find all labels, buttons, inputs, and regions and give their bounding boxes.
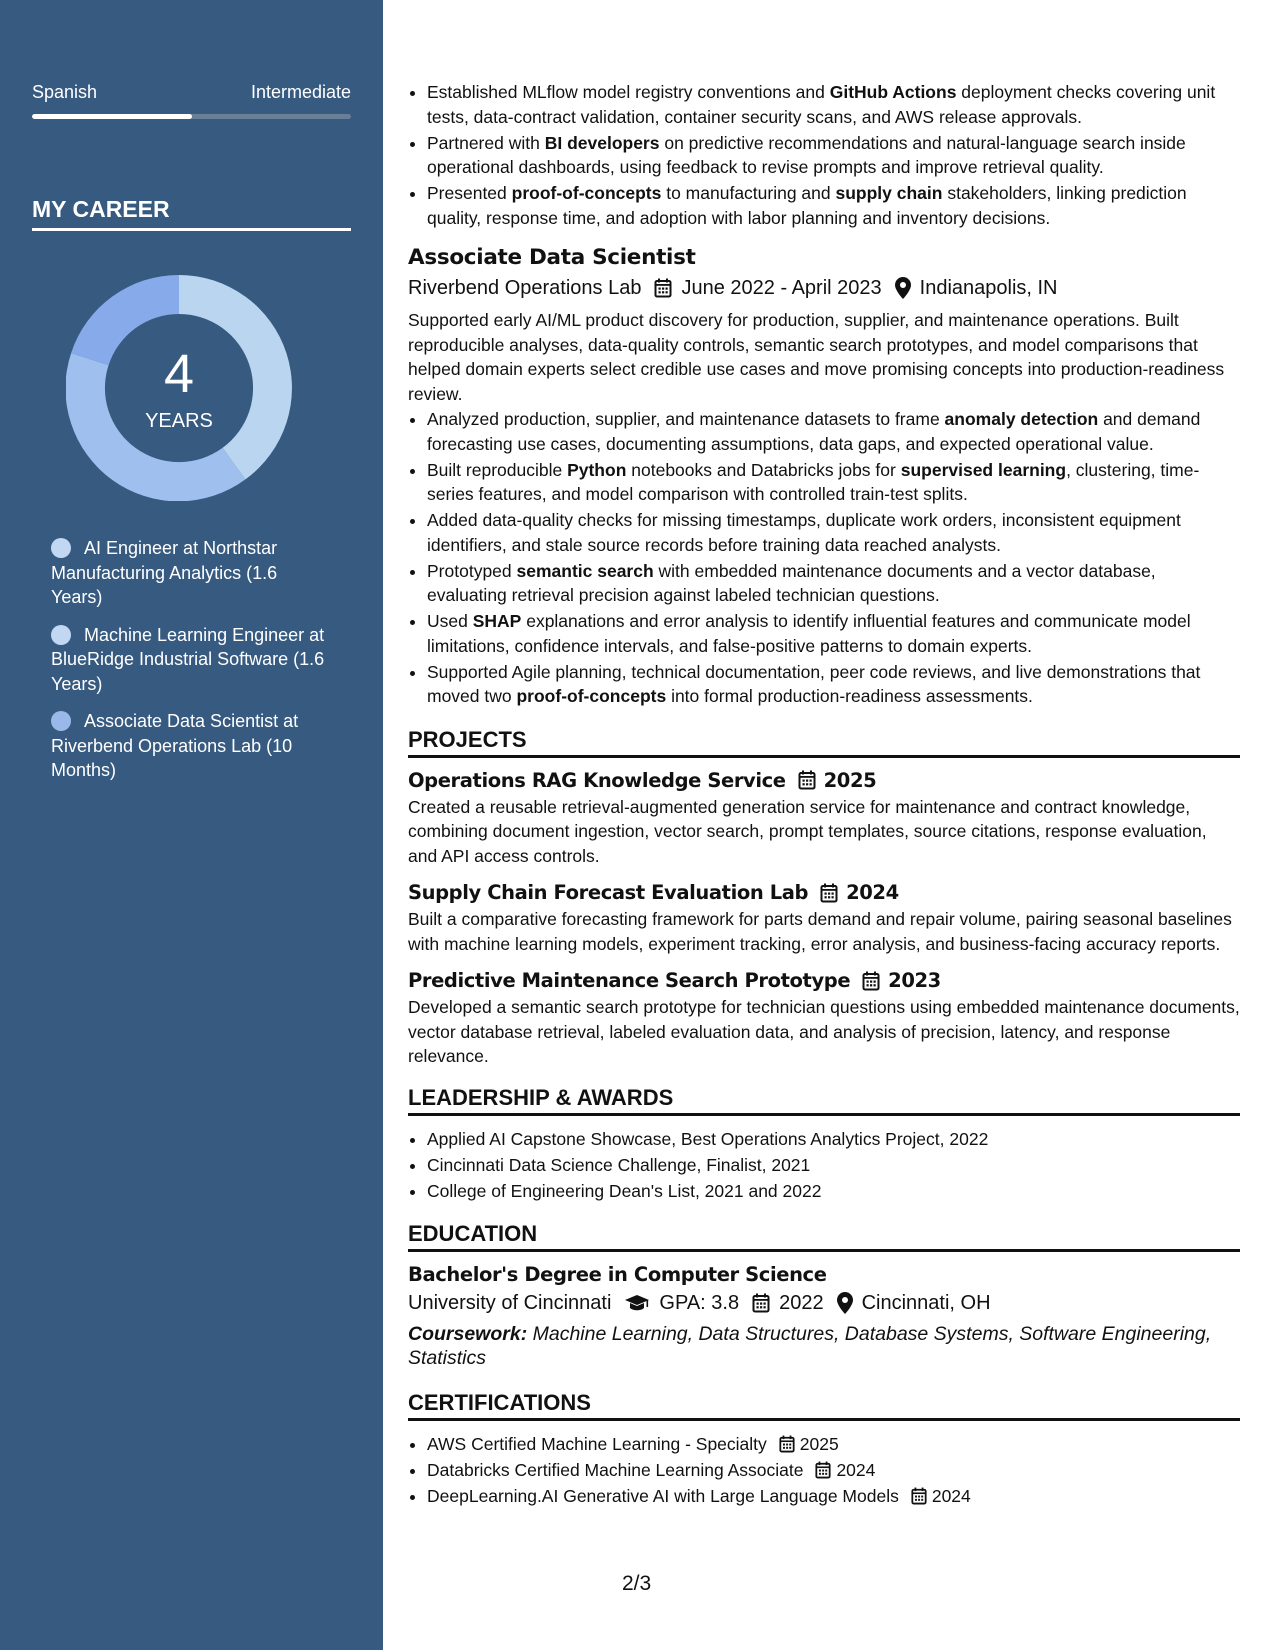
calendar-icon [911,1487,927,1505]
project-description: Created a reusable retrieval-augmented generation service for maintenance and contract knowledge, combining document ingestion, vector search, prompt templates, source citations, response evaluation, and API access controls. [408,796,1207,866]
project-title [408,881,1240,904]
project-year: 2023 [888,969,941,992]
bullet-item: • Presented proof-of-concepts to manufacturing and supply chain stakeholders, linking prediction quality, response time, and adoption with labor planning and inventory decisions. [427,181,1240,230]
bullet-item: • Partnered with BI developers on predictive recommendations and natural-language search inside operational dashboards, using feedback to revise prompts and improve retrieval quality. [427,131,1240,180]
job-title: Associate Data Scientist [408,245,696,270]
bullet-item: • Built reproducible Python notebooks and Databricks jobs for supervised learning, clustering, time-series features, and model comparison with controlled train-test splits. [427,458,1240,507]
leadership-list [408,1127,1240,1204]
certification-year: 2024 [931,1486,971,1506]
career-item [51,709,331,783]
certification-name: • DeepLearning.AI Generative AI with Large Language Models [427,1486,899,1506]
certification-name: • AWS Certified Machine Learning - Specialty [427,1434,767,1454]
project-name: Operations RAG Knowledge Service [408,768,786,792]
coursework-label: Coursework: [408,1323,528,1345]
language-name: Spanish [32,82,98,102]
career-item-text: AI Engineer at Northstar Manufacturing Analytics (1.6 Years) [51,538,278,607]
job-company: Riverbend Operations Lab [408,277,642,299]
language-progress-fill [32,114,192,119]
award-item: • College of Engineering Dean's List, 2021 and 2022 [427,1179,1240,1204]
career-dot-icon [51,711,71,731]
graduation-cap-icon [624,1294,650,1312]
location-pin-icon [895,277,911,299]
job-meta [408,273,1240,303]
certifications-section-title: CERTIFICATIONS [408,1390,1240,1421]
calendar-icon [862,971,880,991]
gpa: GPA: 3.8 [659,1292,740,1314]
school-name: University of Cincinnati [408,1292,612,1314]
projects-section-title: PROJECTS [408,727,1240,758]
degree-title: Bachelor's Degree in Computer Science [408,1263,827,1286]
career-item [51,623,331,697]
project-year: 2025 [823,768,877,792]
career-section-title: MY CAREER [32,196,351,231]
job-dates: June 2022 - April 2023 [681,277,882,299]
coursework-list: Machine Learning, Data Structures, Database Systems, Software Engineering, Statistics [408,1323,1212,1369]
certification-item [427,1458,1240,1483]
project-name: Supply Chain Forecast Evaluation Lab [408,881,809,904]
career-item [51,536,331,610]
job-bullets [408,407,1240,709]
job-summary: Supported early AI/ML product discovery for production, supplier, and maintenance operations. Built reproducible analyses, data-quality controls, semantic search prototypes, and model comparisons that helped domain experts select credible use cases and move promising concepts into production-readiness review. [408,310,1225,404]
project-name: Predictive Maintenance Search Prototype [408,969,851,992]
years-unit: YEARS [145,410,213,432]
previous-job-bullets [408,80,1240,230]
career-item-text: Machine Learning Engineer at BlueRidge Industrial Software (1.6 Years) [51,624,325,694]
calendar-icon [798,770,816,790]
main-content [408,80,1240,1510]
years-number: 4 [163,344,195,404]
career-years-donut [66,275,292,501]
bullet-item: • Supported Agile planning, technical documentation, peer code reviews, and live demonstrations that moved two proof-of-concepts into formal production-readiness assessments. [427,660,1240,709]
bullet-item: • Established MLflow model registry conventions and GitHub Actions deployment checks covering unit tests, data-contract validation, container security scans, and AWS release approvals. [427,80,1240,129]
coursework [408,1322,1240,1370]
career-item-text: Associate Data Scientist at Riverbend Operations Lab (10 Months) [51,711,299,780]
job-location: Indianapolis, IN [919,277,1058,299]
project-title [408,969,1240,992]
certification-item [427,1432,1240,1457]
project-description: Built a comparative forecasting framework for parts demand and repair volume, pairing seasonal baselines with machine learning models, experiment tracking, error analysis, and business-facing accuracy reports. [408,909,1232,954]
career-dot-icon [51,625,71,645]
career-list [51,536,331,796]
award-item: • Cincinnati Data Science Challenge, Finalist, 2021 [427,1153,1240,1178]
language-level: Intermediate [250,82,351,102]
leadership-section-title: LEADERSHIP & AWARDS [408,1085,1240,1116]
certification-list [408,1432,1240,1509]
certification-name: • Databricks Certified Machine Learning Associate [427,1460,804,1480]
language-row [32,82,351,103]
education-section-title: EDUCATION [408,1221,1240,1252]
calendar-icon [779,1435,795,1453]
career-dot-icon [51,538,71,558]
school-location: Cincinnati, OH [861,1292,991,1314]
language-progress-bar [32,114,351,119]
calendar-icon [815,1461,831,1479]
page-number: 2/3 [622,1572,652,1595]
education-meta [408,1288,1240,1318]
location-pin-icon [837,1292,853,1314]
certification-year: 2025 [799,1434,839,1454]
project-description: Developed a semantic search prototype for technician questions using embedded maintenance documents, vector database retrieval, labeled evaluation data, and analysis of precision, latency, and response relevance. [408,997,1240,1066]
award-item: • Applied AI Capstone Showcase, Best Operations Analytics Project, 2022 [427,1127,1240,1152]
certification-year: 2024 [836,1460,876,1480]
bullet-item: • Analyzed production, supplier, and maintenance datasets to frame anomaly detection and demand forecasting use cases, documenting assumptions, data gaps, and expected operational value. [427,407,1240,456]
calendar-icon [654,278,672,298]
project-year: 2024 [846,881,899,904]
bullet-item: • Prototyped semantic search with embedded maintenance documents and a vector database, evaluating retrieval precision against labeled technician questions. [427,559,1240,608]
calendar-icon [820,883,838,903]
bullet-item: • Added data-quality checks for missing timestamps, duplicate work orders, inconsistent equipment identifiers, and stale source records before training data reached analysts. [427,508,1240,557]
certification-item [427,1484,1240,1509]
bullet-item: • Used SHAP explanations and error analysis to identify influential features and communicate model limitations, confidence intervals, and false-positive patterns to domain experts. [427,609,1240,658]
calendar-icon [752,1293,770,1313]
graduation-year: 2022 [779,1292,824,1314]
sidebar [0,0,383,1650]
project-title [408,769,1240,792]
